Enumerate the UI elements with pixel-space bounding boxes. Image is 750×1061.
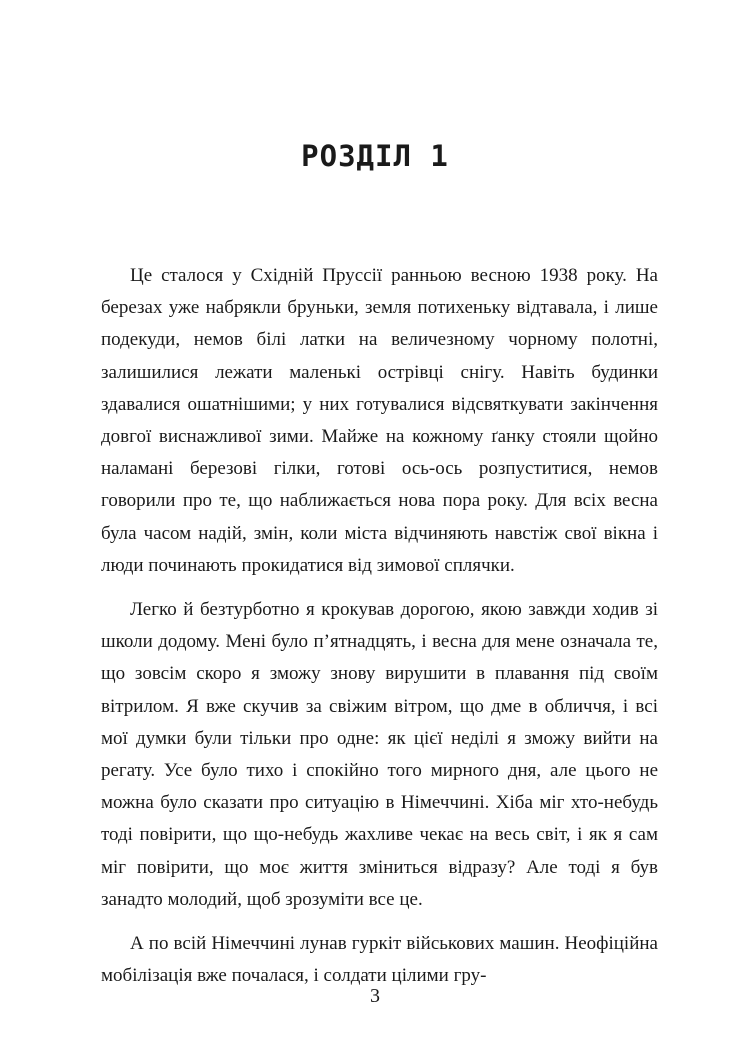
page-number: 3 xyxy=(370,985,380,1007)
chapter-title: РОЗДІЛ 1 xyxy=(301,139,449,173)
body-text xyxy=(101,260,658,1004)
paragraph-2: Легко й безтурботно я крокував дорогою, якою завжди ходив зі школи додому. Мені було п’ятнадцять, і весна для мене означала те, що зовсім скоро я зможу знову вирушити в плавання під своїм вітрилом. Я вже скучив за свіжим вітром, що дме в обличчя, і всі мої думки були тільки про одне: як цієї неділі я зможу вийти на регату. Усе було тихо і спокійно того мирного дня, але цього не можна було сказати про ситуацію в Німеччині. Хіба міг хто-небудь тоді повірити, що що-небудь жахливе чекає на весь світ, і як я сам міг повірити, що моє життя зміниться відразу? Але тоді я був занадто молодий, щоб зрозуміти все це. xyxy=(101,599,658,910)
paragraph-3: А по всій Німеччині лунав гуркіт військових машин. Неофіційна мобілізація вже почалася, і солдати цілими гру- xyxy=(101,933,658,987)
paragraph-1: Це сталося у Східній Пруссії ранньою весною 1938 року. На березах уже набрякли бруньки, земля потихеньку відтавала, і лише подекуди, немов білі латки на величезному чорному полотні, залишилися лежати маленькі острівці снігу. Навіть будинки здавалися ошатнішими; у них готувалися відсвяткувати закінчення довгої виснажливої зими. Майже на кожному ґанку стояли щойно наламані березові гілки, готові ось-ось розпуститися, немов говорили про те, що наближається нова пора року. Для всіх весна була часом надій, змін, коли міста відчиняють навстіж свої вікна і люди починають прокидатися від зимової сплячки. xyxy=(101,265,658,576)
